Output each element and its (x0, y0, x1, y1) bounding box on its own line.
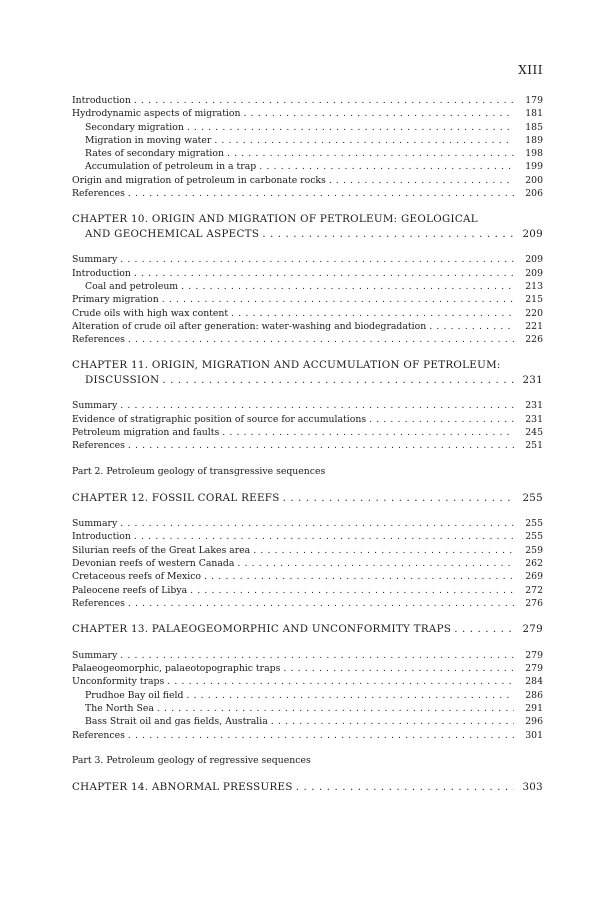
dot-leader (120, 253, 514, 266)
entry-title: Cretaceous reefs of Mexico (72, 571, 202, 583)
entry-title: The North Sea (85, 702, 154, 714)
dot-leader (134, 267, 514, 280)
toc-entry (72, 584, 543, 597)
chapter-title-line (72, 491, 543, 506)
dot-leader (120, 517, 514, 530)
toc-entry (72, 280, 543, 293)
entry-title: CHAPTER 12. FOSSIL CORAL REEFS (72, 491, 280, 504)
entry-page: 200 (525, 174, 543, 186)
toc-entry (72, 530, 543, 543)
toc-entry (72, 107, 543, 120)
dot-leader (454, 622, 514, 637)
toc-section (72, 94, 543, 200)
toc-entry (72, 160, 543, 173)
chapter-11-heading (72, 358, 543, 387)
entry-title: Bass Strait oil and gas fields, Australia (85, 716, 268, 728)
dot-leader (283, 662, 514, 675)
entry-title: References (72, 729, 125, 741)
entry-title: Summary (72, 518, 118, 530)
toc-entry (72, 426, 543, 439)
entry-page: 255 (525, 531, 543, 543)
toc-entry (72, 121, 543, 134)
dot-leader (214, 134, 514, 147)
toc-entry (72, 147, 543, 160)
dot-leader (134, 94, 514, 107)
dot-leader (283, 491, 514, 506)
entry-page: 262 (525, 558, 543, 570)
toc-entry (72, 399, 543, 412)
entry-title: Migration in moving water (85, 134, 212, 146)
chapter-title-line (72, 373, 543, 388)
dot-leader (369, 413, 514, 426)
part-2-heading: Part 2. Petroleum geology of transgressive sequences (72, 465, 326, 477)
entry-page: 255 (525, 518, 543, 530)
entry-title: Paleocene reefs of Libya (72, 584, 188, 596)
entry-page: 251 (525, 440, 543, 452)
dot-leader (296, 780, 514, 795)
dot-leader (237, 557, 514, 570)
entry-page: 209 (525, 267, 543, 279)
part-3-heading: Part 3. Petroleum geology of regressive sequences (72, 754, 311, 766)
dot-leader (190, 584, 514, 597)
chapter-title-line (72, 780, 543, 795)
toc-section (72, 517, 543, 610)
entry-page: 213 (525, 280, 543, 292)
entry-title: Summary (72, 400, 118, 412)
page-number: XIII (518, 63, 543, 77)
entry-title: DISCUSSION (85, 373, 160, 386)
dot-leader (128, 333, 514, 346)
entry-title: Accumulation of petroleum in a trap (85, 161, 257, 173)
toc-entry (72, 320, 543, 333)
dot-leader (120, 399, 514, 412)
dot-leader (128, 729, 514, 742)
chapter-10-heading (72, 212, 543, 241)
entry-title: Secondary migration (85, 121, 184, 133)
toc-entry (72, 729, 543, 742)
entry-page: 220 (525, 307, 543, 319)
entry-title: CHAPTER 13. PALAEOGEOMORPHIC AND UNCONFORMITY TRAPS (72, 623, 452, 636)
entry-title: Introduction (72, 531, 131, 543)
entry-page: 185 (525, 121, 543, 133)
dot-leader (429, 320, 514, 333)
toc-entry (72, 413, 543, 426)
toc-section (72, 649, 543, 742)
entry-page: 276 (525, 597, 543, 609)
toc-entry (72, 94, 543, 107)
chapter-title-line (72, 622, 543, 637)
dot-leader (222, 426, 514, 439)
entry-title: References (72, 188, 125, 200)
entry-page: 198 (525, 148, 543, 160)
toc-entry (72, 174, 543, 187)
entry-title: Summary (72, 254, 118, 266)
entry-title: References (72, 440, 125, 452)
entry-title: Hydrodynamic aspects of migration (72, 108, 241, 120)
entry-title: CHAPTER 14. ABNORMAL PRESSURES (72, 780, 293, 793)
toc-entry (72, 253, 543, 266)
toc-entry (72, 675, 543, 688)
entry-page: 259 (525, 544, 543, 556)
entry-title: Origin and migration of petroleum in carbonate rocks (72, 174, 326, 186)
toc-entry (72, 715, 543, 728)
table-of-contents (72, 94, 543, 794)
entry-title: Palaeogeomorphic, palaeotopographic traps (72, 663, 281, 675)
chapter-12-heading (72, 491, 543, 506)
dot-leader (128, 597, 514, 610)
entry-page: 291 (525, 702, 543, 714)
toc-entry (72, 307, 543, 320)
entry-page: 279 (525, 649, 543, 661)
entry-page: 245 (525, 427, 543, 439)
entry-page: 279 (525, 663, 543, 675)
dot-leader (329, 174, 514, 187)
chapter-title-line: CHAPTER 10. ORIGIN AND MIGRATION OF PETROLEUM: GEOLOGICAL (72, 213, 478, 226)
toc-entry (72, 333, 543, 346)
dot-leader (162, 293, 514, 306)
chapter-title-line (72, 227, 543, 242)
dot-leader (128, 187, 514, 200)
entry-title: Petroleum migration and faults (72, 427, 220, 439)
entry-title: Evidence of stratigraphic position of source for accumulations (72, 413, 367, 425)
chapter-title-line: CHAPTER 11. ORIGIN, MIGRATION AND ACCUMULATION OF PETROLEUM: (72, 359, 501, 372)
entry-title: Primary migration (72, 294, 159, 306)
entry-title: Alteration of crude oil after generation: water-washing and biodegradation (72, 320, 427, 332)
dot-leader (253, 544, 514, 557)
entry-title: Unconformity traps (72, 676, 165, 688)
entry-page: 269 (525, 571, 543, 583)
dot-leader (244, 107, 515, 120)
dot-leader (259, 160, 514, 173)
toc-entry (72, 439, 543, 452)
entry-title: Prudhoe Bay oil field (85, 689, 184, 701)
toc-entry (72, 267, 543, 280)
entry-page: 209 (525, 254, 543, 266)
entry-page: 221 (525, 320, 543, 332)
dot-leader (186, 689, 514, 702)
entry-page: 231 (525, 413, 543, 425)
entry-page: 209 (522, 227, 543, 240)
entry-page: 279 (522, 623, 543, 636)
chapter-14-heading (72, 780, 543, 795)
dot-leader (128, 439, 514, 452)
entry-page: 231 (522, 373, 543, 386)
dot-leader (181, 280, 514, 293)
toc-entry (72, 649, 543, 662)
entry-title: Introduction (72, 95, 131, 106)
entry-page: 206 (525, 188, 543, 200)
toc-entry (72, 570, 543, 583)
entry-title: Devonian reefs of western Canada (72, 558, 235, 570)
dot-leader (167, 675, 514, 688)
entry-page: 284 (525, 676, 543, 688)
toc-entry (72, 557, 543, 570)
entry-title: Introduction (72, 267, 131, 279)
chapter-13-heading (72, 622, 543, 637)
toc-entry (72, 662, 543, 675)
entry-page: 255 (522, 491, 543, 504)
dot-leader (271, 715, 514, 728)
dot-leader (231, 307, 514, 320)
entry-page: 296 (525, 716, 543, 728)
toc-section (72, 399, 543, 452)
entry-page: 179 (525, 95, 543, 106)
entry-title: Coal and petroleum (85, 280, 179, 292)
entry-page: 189 (525, 134, 543, 146)
entry-page: 226 (525, 334, 543, 346)
toc-entry (72, 187, 543, 200)
toc-entry (72, 544, 543, 557)
entry-page: 301 (525, 729, 543, 741)
entry-title: Silurian reefs of the Great Lakes area (72, 544, 251, 556)
toc-entry (72, 702, 543, 715)
entry-title: AND GEOCHEMICAL ASPECTS (85, 227, 260, 240)
entry-page: 272 (525, 584, 543, 596)
entry-page: 181 (525, 108, 543, 120)
toc-entry (72, 597, 543, 610)
entry-title: References (72, 597, 125, 609)
entry-page: 231 (525, 400, 543, 412)
toc-entry (72, 689, 543, 702)
toc-entry (72, 134, 543, 147)
dot-leader (162, 373, 514, 388)
dot-leader (262, 227, 514, 242)
dot-leader (157, 702, 514, 715)
dot-leader (134, 530, 514, 543)
toc-section (72, 253, 543, 346)
toc-entry (72, 517, 543, 530)
entry-title: Crude oils with high wax content (72, 307, 229, 319)
toc-entry (72, 293, 543, 306)
dot-leader (120, 649, 514, 662)
dot-leader (227, 147, 514, 160)
entry-title: Rates of secondary migration (85, 148, 224, 160)
entry-page: 286 (525, 689, 543, 701)
entry-page: 303 (522, 780, 543, 793)
dot-leader (204, 570, 514, 583)
entry-title: References (72, 334, 125, 346)
dot-leader (187, 121, 514, 134)
entry-title: Summary (72, 649, 118, 661)
entry-page: 199 (525, 161, 543, 173)
entry-page: 215 (525, 294, 543, 306)
